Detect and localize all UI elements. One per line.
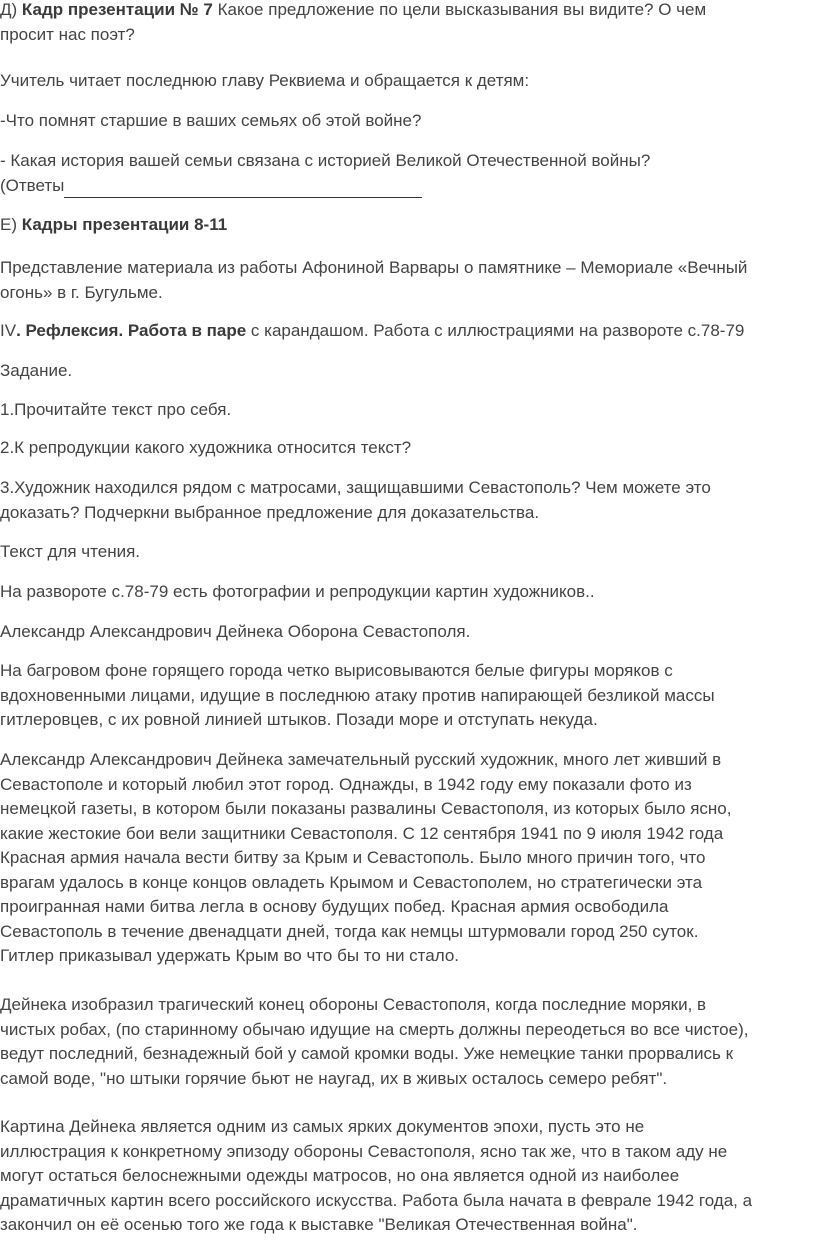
answer-blank-line <box>64 179 422 198</box>
question-text: Какое предложение по цели высказывания вы видите? О чем <box>212 0 707 19</box>
teacher-reads: Учитель читает последнюю главу Реквиема и обращается к детям: <box>0 71 530 90</box>
question-1: -Что помнят старшие в ваших семьях об этой войне? <box>0 111 422 130</box>
presentation-paragraph: Представление материала из работы Афониной Варвары о памятнике – Мемориале «Вечный огонь» в г. Бугульме. <box>0 258 748 302</box>
paragraph-3: Дейнека изобразил трагический конец обороны Севастополя, когда последние моряки, в чистых робах, (по старинному обычаю идущие на смерть должны переодеться во все чистое), ведут последний, безнадежный бой у самой кромки воды. Уже немецкие танки прорвались к самой воде, "но штыки горячие бьют не наугад, их в живых осталось семеро ребят". <box>0 995 749 1088</box>
paragraph-frame-7 <box>0 0 816 47</box>
task-3: 3.Художник находился рядом с матросами, защищавшими Севастополь? Чем можете это доказать? Подчеркни выбранное предложение для доказательства. <box>0 478 711 522</box>
question-text-line2: просит нас поэт? <box>0 24 135 44</box>
answers-label: (Ответы <box>0 175 65 195</box>
reflection-heading: . Рефлексия. Работа в паре <box>16 321 247 340</box>
paragraph-4: Картина Дейнека является одним из самых ярких документов эпохи, пусть это не иллюстрация к конкретному эпизоду обороны Севастополя, ясно так же, что в таком аду не могут остаться белоснежными одежды матросов, но она является одной из наиболее драматичных картин всего российского искусства. Работа была начата в феврале 1942 года, а закончил он её осенью того же года к выставке "Великая Отечественная война". <box>0 1117 753 1234</box>
frames-8-11-heading: Кадры презентации 8-11 <box>21 215 228 234</box>
section-iv-reflection: IV. Рефлексия. Работа в паре с карандашом. Работа с иллюстрациями на развороте с.78-79 <box>0 321 745 340</box>
paragraph-2: Александр Александрович Дейнека замечательный русский художник, много лет живший в Севастополе и который любил этот город. Однажды, в 1942 году ему показали фото из немецкой газеты, в котором были показаны развалины Севастополя, из которых было ясно, какие жестокие бои вели защитники Севастополя. С 12 сентября 1941 по 9 июля 1942 года Красная армия начала вести битву за Крым и Севастополь. Было много причин того, что врагам удалось в конце концов овладеть Крымом и Севастополем, но стратегически эта проигранная нами битва легла в основу будущих побед. Красная армия освободила Севастополь в течение двенадцати дней, тогда как немцы штурмовали город 250 суток. Гитлер приказывал удержать Крым во что бы то ни стало. <box>0 750 732 965</box>
reading-label: Текст для чтения. <box>0 542 141 561</box>
prefix: Е) <box>0 215 22 234</box>
paragraph-frames-8-11 <box>0 213 816 238</box>
question-2: - Какая история вашей семьи связана с историей Великой Отечественной войны? (Ответы <box>0 149 816 198</box>
prefix: Д) <box>0 0 22 19</box>
task-2: 2.К репродукции какого художника относится текст? <box>0 438 412 457</box>
paragraph-1: На багровом фоне горящего города четко вырисовываются белые фигуры моряков с вдохновенными лицами, идущие в последнюю атаку против напирающей безликой массы гитлеровцев, с их ровной линией штыков. Позади море и отступать некуда. <box>0 661 715 729</box>
frame-7-heading: Кадр презентации № 7 <box>21 0 213 19</box>
spread-note: На развороте с.78-79 есть фотографии и репродукции картин художников.. <box>0 582 595 601</box>
artist-title: Александр Александрович Дейнека Оборона Севастополя. <box>0 622 471 641</box>
task-1: 1.Прочитайте текст про себя. <box>0 400 232 419</box>
section-number: IV <box>0 321 17 340</box>
task-label: Задание. <box>0 361 73 380</box>
